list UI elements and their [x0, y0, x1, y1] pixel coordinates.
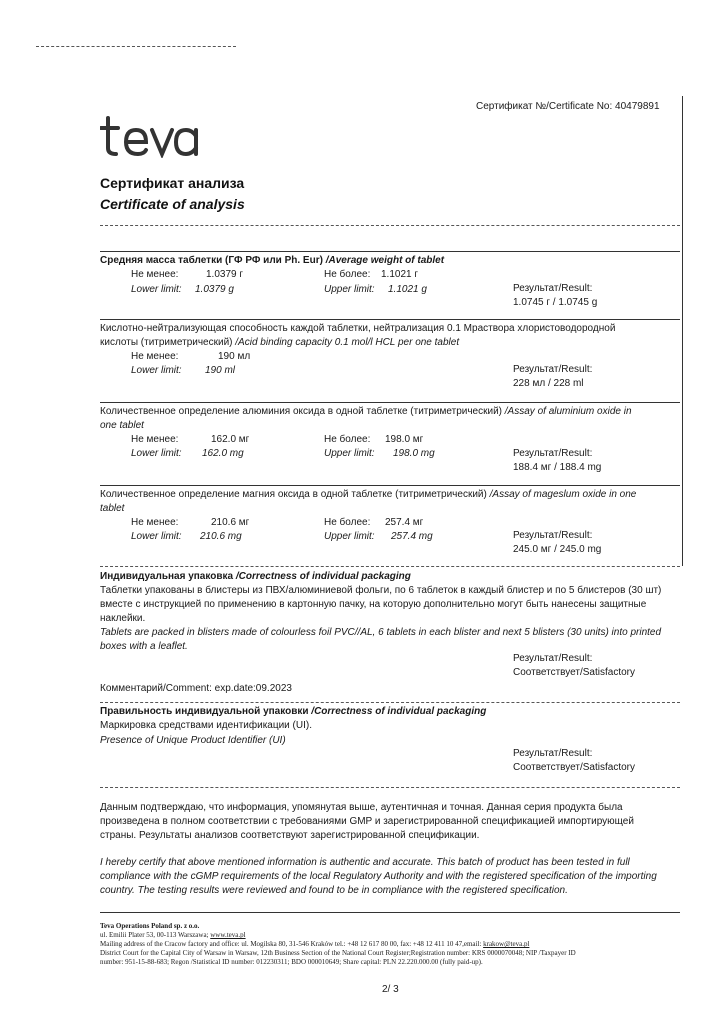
title-ru: Сертификат анализа: [100, 175, 245, 191]
test4-min-ru-value: 210.6 мг: [211, 517, 250, 528]
packaging-ru-line3: наклейки.: [100, 613, 146, 624]
test4-max-ru-value: 257.4 мг: [385, 517, 424, 528]
title-divider: [100, 225, 680, 226]
test1-max-en-label: Upper limit:: [324, 284, 375, 295]
labeling-en-line: Presence of Unique Product Identifier (UI): [100, 735, 286, 746]
right-edge-line: [682, 96, 683, 566]
test3-min-ru-value: 162.0 мг: [211, 434, 250, 445]
test1-title-en: /Average weight of tablet: [325, 255, 445, 266]
labeling-title-en: /Correctness of individual packaging: [311, 706, 487, 717]
teva-logo: [100, 114, 212, 158]
labeling-ru-line: Маркировка средствами идентификации (UI).: [100, 720, 312, 731]
certification-en-line2: compliance with the cGMP requirements of the local Regulatory Authority and with the registered specification of the importing: [100, 871, 657, 882]
packaging-en-line2: boxes with a leaflet.: [100, 641, 188, 652]
packaging-title: [100, 571, 411, 583]
test4-result-label: Результат/Result:: [513, 530, 593, 541]
test4-title-en: /Assay of mageslum oxide in one: [489, 489, 637, 500]
labeling-title-ru: Правильность индивидуальной упаковки: [100, 706, 309, 717]
top-scan-mark: [36, 46, 236, 47]
test3-title-ru: Количественное определение алюминия оксида в одной таблетке (титриметрический): [100, 406, 502, 417]
certificate-number: Сертификат №/Certificate No: 40479891: [476, 101, 660, 112]
test1-result-label: Результат/Result:: [513, 283, 593, 294]
labeling-title: [100, 706, 486, 718]
packaging-title-ru: Индивидуальная упаковка: [100, 571, 234, 582]
test3-title-line1: [100, 406, 632, 418]
footer-address: [100, 931, 246, 940]
test1-divider: [100, 251, 680, 252]
test2-title-line1: Кислотно-нейтрализующая способность каждой таблетки, нейтрализация 0.1 Мраствора хлористоводородной: [100, 323, 616, 334]
test2-min-ru-value: 190 мл: [218, 351, 251, 362]
test3-max-ru-label: Не более:: [324, 434, 371, 445]
test2-result-value: 228 мл / 228 ml: [513, 378, 584, 389]
page-number: 2/ 3: [382, 984, 399, 995]
test4-result-value: 245.0 мг / 245.0 mg: [513, 544, 602, 555]
test2-min-ru-label: Не менее:: [131, 351, 179, 362]
test1-max-ru-label: Не более:: [324, 269, 371, 280]
test2-title-ru: кислоты (титриметрический): [100, 337, 233, 348]
test4-divider: [100, 485, 680, 486]
labeling-result-value: Соответствует/Satisfactory: [513, 762, 635, 773]
test1-title: [100, 255, 444, 267]
footer-court-line2: number: 951-15-88-683; Regon /Statistical ID number: 012230311; BDO 000010649; Share capital: PLN 22.220.000.00 (fully paid-up).: [100, 958, 483, 966]
certification-ru-line2: произведена в полном соответствии с требованиями GMP и зарегистрированной спецификацией импортирующей: [100, 816, 634, 827]
test1-result-value: 1.0745 г / 1.0745 g: [513, 297, 598, 308]
test1-max-ru-value: 1.1021 г: [381, 269, 419, 280]
test3-min-ru-label: Не менее:: [131, 434, 179, 445]
labeling-divider: [100, 702, 680, 703]
test1-min-en-label: Lower limit:: [131, 284, 182, 295]
footer-divider: [100, 912, 680, 913]
test4-title-line2: tablet: [100, 503, 125, 514]
test4-min-en-value: 210.6 mg: [200, 531, 242, 542]
footer-address-text: ul. Emilii Plater 53, 00-113 Warszawa;: [100, 931, 209, 939]
certification-divider: [100, 787, 680, 788]
labeling-result-label: Результат/Result:: [513, 748, 593, 759]
test2-result-label: Результат/Result:: [513, 364, 593, 375]
test3-max-en-value: 198.0 mg: [393, 448, 435, 459]
test2-divider: [100, 319, 680, 320]
packaging-title-en: /Correctness of individual packaging: [235, 571, 411, 582]
footer-mailing: [100, 940, 529, 949]
test1-min-en-value: 1.0379 g: [195, 284, 234, 295]
test1-max-en-value: 1.1021 g: [388, 284, 427, 295]
test4-max-en-label: Upper limit:: [324, 531, 375, 542]
packaging-en-line1: Tablets are packed in blisters made of colourless foil PVC//AL, 6 tablets in each blister and next 5 blisters (30 units) into printed: [100, 627, 662, 638]
test4-max-en-value: 257.4 mg: [391, 531, 433, 542]
test3-title-line2: one tablet: [100, 420, 144, 431]
test4-title-line1: [100, 489, 636, 501]
test1-min-ru-label: Не менее:: [131, 269, 179, 280]
test4-min-ru-label: Не менее:: [131, 517, 179, 528]
footer-court-line1: District Court for the Capital City of Warsaw in Warsaw, 12th Business Section of the National Court Register;Registration number: KRS 0000070048; NIP /Taxpayer ID: [100, 949, 576, 957]
certification-ru-line3: страны. Результаты анализов соответствуют зарегистрированной спецификации.: [100, 830, 480, 841]
packaging-ru-line2: вместе с инструкцией по применению в картонную пачку, на которую дополнительно могут быть нанесены защитные: [100, 599, 647, 610]
test2-title-line2: [100, 337, 459, 349]
test3-title-en: /Assay of aluminium oxide in: [504, 406, 632, 417]
test3-divider: [100, 402, 680, 403]
footer-mailing-text: Mailing address of the Cracow factory and office: ul. Mogilska 80, 31-546 Kraków tel.: +48 12 617 80 00, fax: +48 12 411 10 47,email:: [100, 940, 482, 948]
certification-en-line3: country. The testing results were reviewed and found to be in compliance with the registered specification.: [100, 885, 568, 896]
packaging-result-label: Результат/Result:: [513, 653, 593, 664]
comment: Комментарий/Comment: exp.date:09.2023: [100, 683, 292, 694]
test3-min-en-label: Lower limit:: [131, 448, 182, 459]
test2-min-en-label: Lower limit:: [131, 365, 182, 376]
certification-ru-line1: Данным подтверждаю, что информация, упомянутая выше, аутентичная и точная. Данная серия продукта была: [100, 802, 623, 813]
test3-result-label: Результат/Result:: [513, 448, 593, 459]
footer-company: Teva Operations Poland sp. z o.o.: [100, 922, 200, 930]
test3-result-value: 188.4 мг / 188.4 mg: [513, 462, 602, 473]
test3-max-en-label: Upper limit:: [324, 448, 375, 459]
packaging-ru-line1: Таблетки упакованы в блистеры из ПВХ/алюминиевой фольги, по 6 таблеток в каждый блистер и по 5 блистеров (30 шт): [100, 585, 662, 596]
packaging-divider: [100, 566, 680, 567]
test4-min-en-label: Lower limit:: [131, 531, 182, 542]
test4-max-ru-label: Не более:: [324, 517, 371, 528]
test4-title-ru: Количественное определение магния оксида в одной таблетке (титриметрический): [100, 489, 487, 500]
test2-min-en-value: 190 ml: [205, 365, 236, 376]
certification-en-line1: I hereby certify that above mentioned information is authentic and accurate. This batch of product has been tested in full: [100, 857, 630, 868]
test3-min-en-value: 162.0 mg: [202, 448, 244, 459]
footer-website-link[interactable]: www.teva.pl: [210, 931, 246, 939]
test1-title-ru: Средняя масса таблетки (ГФ РФ или Ph. Eur): [100, 255, 323, 266]
title-en: Certificate of analysis: [100, 196, 245, 212]
test1-min-ru-value: 1.0379 г: [206, 269, 244, 280]
test3-max-ru-value: 198.0 мг: [385, 434, 424, 445]
footer-email-link[interactable]: krakow@teva.pl: [483, 940, 530, 948]
packaging-result-value: Соответствует/Satisfactory: [513, 667, 635, 678]
test2-title-en: /Acid binding capacity 0.1 mol/l HCL per one tablet: [235, 337, 460, 348]
